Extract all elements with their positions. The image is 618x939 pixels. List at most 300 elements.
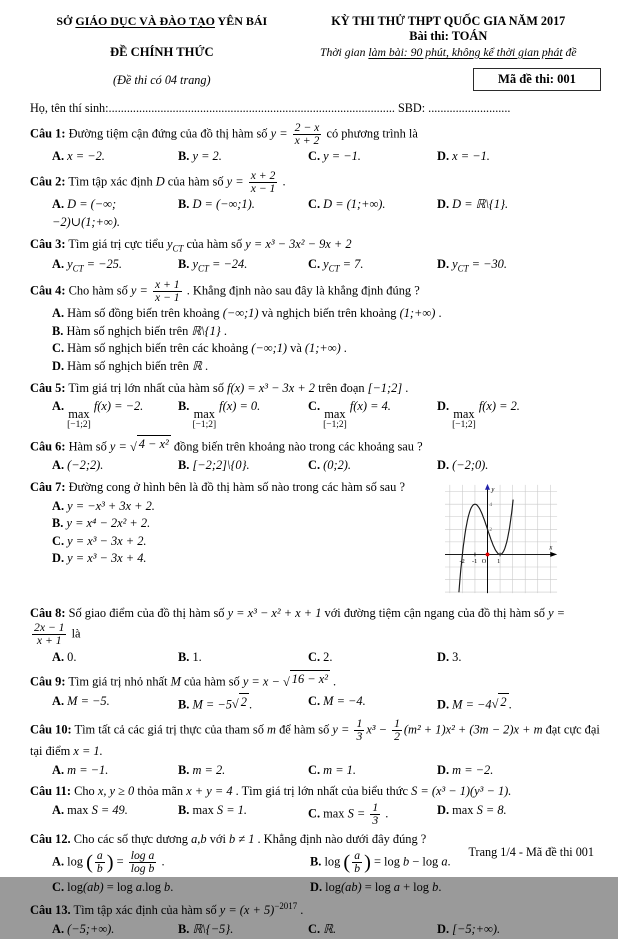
math-text: y = x³ − x² + x + 1 [227,605,322,620]
math-text: b ≠ 1 [229,832,255,847]
question-label: Câu 11: [30,784,71,799]
big-paren: ) [106,851,114,874]
pages-note: (Đề thi có 04 trang) [113,73,211,88]
department-title-pre: SỞ [56,14,76,28]
options [30,921,603,939]
duration-pre: Thời gian [319,45,369,59]
option-key: C. [308,399,321,414]
fraction-denominator: 3 [356,729,363,743]
math-text: y = −1. [323,149,361,164]
option-C [308,921,437,939]
superscript: −2017 [274,901,298,912]
option-C [308,693,437,711]
option-key: D. [310,879,323,894]
option-key: A. [52,458,65,473]
question-1 [30,122,603,166]
math-text: ℝ\{−5}. [192,921,234,936]
option-C: C. Hàm số nghịch biến trên các khoảng (−∞;1) và (1;+∞) . [52,341,347,356]
option-C [308,256,437,275]
option-A: A. log ( $\frac{a}{b}$ ) = $\frac{\text{log a}}{\text{log b}}$ . [52,849,165,876]
option-C: C. log(ab) = log a.log b. [52,879,174,894]
option-key: A. [52,693,65,708]
question-5 [30,380,603,432]
option-key: D. [52,551,65,566]
math-text: x = −1. [452,149,490,164]
subject-line: Bài thi: TOÁN [409,29,488,44]
option-key: B. [178,762,190,777]
option-A: A. 0. [52,649,77,664]
math-text: y [452,256,458,271]
math-text: ℝ. [323,921,337,936]
option-D: D. Hàm số nghịch biến trên ℝ . [52,359,209,374]
option-key: D. [437,649,450,664]
fraction [129,850,157,875]
question-stem: Câu 12. Cho các số thực dương a,b với b ≠ 1 . Khẳng định nào dưới đây đúng ? [30,832,427,847]
option-key: A. [52,854,65,869]
fraction-denominator: log b [130,862,155,876]
option-A [52,457,178,475]
math-text: y = [332,722,353,737]
fraction [352,850,362,875]
option-B [178,196,308,214]
option-key: D. [437,697,450,712]
fraction-denominator: x + 2 [294,133,320,147]
math-text: f(x) = x³ − 3x + 2 [227,380,315,395]
option-D [437,921,603,939]
max-understack [323,408,347,431]
exam-header [30,14,603,91]
math-text: y = [226,174,247,189]
math-text: ℝ [192,359,202,374]
question-stem: Câu 9: Tìm giá trị nhỏ nhất M của hàm số y = x − √ 16 − x² . [30,672,337,689]
math-text: f(x) = 2. [475,399,520,414]
exam-code-box [473,68,601,92]
square-root [130,435,171,454]
math-text: f(x) = 4. [346,399,391,414]
option-key: B. [178,649,190,664]
math-text: x = 1. [73,744,103,759]
option-D [437,457,603,475]
math-text: [−5;+∞). [452,921,501,936]
math-text: y = [548,605,566,620]
math-text: b [403,854,410,869]
math-text: D = (−∞;1). [192,197,255,212]
question-4 [30,279,603,376]
option-key: B. [178,399,190,414]
option-key: A. [52,256,65,271]
header-right-column [294,14,603,91]
math-text: y = [130,283,151,298]
option-B [178,457,308,475]
question-label: Câu 8: [30,605,66,620]
department-title [30,14,294,30]
duration-line [294,45,603,61]
svg-text:-1: -1 [472,558,478,566]
math-text: m = 2. [192,762,226,777]
math-text: (1;+∞) [399,306,436,321]
exam-code-label: Mã đề thi: 001 [497,71,576,86]
option-B: B. M = −5 √ 2 . [178,694,253,712]
svg-text:1: 1 [497,558,501,566]
option-key: A. [52,649,65,664]
math-text: a,b [191,832,207,847]
math-text: x³ − [366,722,391,737]
svg-text:O: O [481,558,487,566]
math-text: D = (1;+∞). [323,197,386,212]
question-label: Câu 10: [30,722,72,737]
option-key: C. [308,693,321,708]
options [30,802,603,827]
math-text: = −30. [468,256,507,271]
math-text: y = x³ − 3x² − 9x + 2 [245,236,352,251]
option-key: D. [437,197,450,212]
option-C: C. 2. [308,649,333,664]
question-stem: Câu 2: Tìm tập xác định D của hàm số y = $\frac{x + 2}{x - 1}$ . [30,168,286,196]
option-A [52,693,178,711]
question-8 [30,605,603,667]
math-text: a [441,854,448,869]
option-key: D. [437,256,450,271]
math-text: D = (−∞;−2)∪(1;+∞). [52,197,120,229]
options [30,305,603,375]
option-key: A. [52,197,65,212]
fraction-numerator: a [96,849,103,863]
question-stem: Câu 8: Số giao điểm của đồ thị hàm số y = x³ − x² + x + 1 với đường tiệm cận ngang của đồ thị hàm số y = $\frac{2x - 1}{x + 1}$ là [30,605,566,648]
fraction-numerator: 1 [394,716,400,730]
duration-underlined: làm bài: 90 phút, không kể thời gian phát [368,45,563,59]
option-B [178,762,308,780]
stack-bottom: [−1;2] [192,420,217,431]
stack-top: max [68,407,90,422]
sbd-label: SBD: [394,101,429,116]
option-key: D. [437,399,450,414]
option-key: C. [52,879,65,894]
math-text: m = 1. [323,762,356,777]
option-A [52,196,178,231]
option-A [52,762,178,780]
big-paren: ) [364,851,371,874]
option-D: D. M = −4 √ 2 . [437,694,512,712]
fraction [153,279,182,304]
math-text: = −25. [83,256,122,271]
math-text: M = −4 [452,697,492,712]
fraction-numerator: x + 2 [250,168,276,182]
exam-title: KỲ THI THỬ THPT QUỐC GIA NĂM 2017 [331,14,566,28]
big-paren: ( [343,851,351,874]
option-key: D. [437,921,450,936]
page-footer: Trang 1/4 - Mã đề thi 001 [468,844,594,859]
option-D [437,398,603,431]
option-D: D. max S = 8. [437,803,507,817]
option-key: C. [308,197,321,212]
options [30,256,603,275]
radical-sign: √ [231,697,239,712]
math-text: (−∞;1) [222,306,259,321]
math-text: y [166,236,173,251]
fraction-numerator: 1 [356,716,363,730]
option-B: B. max S = 1. [178,803,247,817]
option-key: D. [437,149,450,164]
math-text: m [267,722,276,737]
option-A [52,148,178,166]
option-B: B. log ( $\frac{a}{b}$ ) = log b − log a. [310,849,451,876]
svg-text:-2: -2 [459,558,465,566]
duration-post: đề [562,45,577,59]
math-text: M [170,674,181,689]
fraction [293,122,322,147]
question-label: Câu 7: [30,480,66,494]
fraction-denominator: x − 1 [250,182,276,196]
radicand: 2 [498,693,508,712]
max-understack [452,408,476,431]
function-graph-svg [443,481,561,595]
option-D [437,762,603,780]
question-11 [30,783,603,827]
option-key: A. [52,149,65,164]
math-text: S = (x³ − 1)(y³ − 1). [411,784,512,799]
radicand: 4 − x² [137,435,171,454]
fraction-denominator: 2 [394,729,400,743]
option-key: C. [52,533,65,548]
option-key: C. [308,806,321,821]
option-key: B. [178,197,190,212]
question-stem: Câu 10: Tìm tất cả các giá trị thực của tham số m để hàm số y = $\frac{1}{3}$ x³ − $\frac{1}{2}$ (m² + 1)x² + (3m − 2)x + m đạt cực đại tại điểm x = 1. [30,716,600,759]
svg-text:x: x [549,544,553,552]
option-key: C. [308,762,321,777]
math-text: b [432,879,439,894]
fraction-denominator: b [354,862,361,876]
option-key: B. [178,256,190,271]
stack-bottom: [−1;2] [452,420,476,431]
option-key: B. [310,854,322,869]
question-stem: Câu 3: Tìm giá trị cực tiểu $y_{CT}$ của hàm số y = x³ − 3x² − 9x + 2 [30,236,352,253]
option-D [437,196,603,214]
math-text: m = −2. [452,762,494,777]
question-label: Câu 3: [30,236,66,251]
math-text: M = −5. [67,693,110,708]
option-key: B. [178,458,190,473]
department-title-post: YÊN BÁI [214,14,268,28]
math-text: a [393,879,400,894]
student-name-dots: .............................................................................................. [108,101,395,116]
math-text: f(x) = −2. [90,399,144,414]
math-text: y = x − [242,674,283,689]
subscript: CT [72,263,84,274]
option-D [437,148,603,166]
option-C [52,533,443,551]
math-text: M = −4. [323,693,366,708]
fraction [95,850,105,875]
radicand: 2 [239,693,249,712]
option-B [52,515,443,533]
svg-text:2: 2 [489,527,493,534]
option-B [178,921,308,939]
stack-bottom: [−1;2] [67,420,91,431]
stack-top: max [193,407,215,422]
math-text: [−1;2] [367,380,403,395]
option-key: A. [52,498,65,513]
square-root [232,693,249,712]
stack-top: max [453,407,475,422]
square-root [283,670,330,689]
option-A [52,498,443,516]
option-A [52,921,178,939]
math-text: (1;+∞) [304,341,341,356]
question-label: Câu 6: [30,439,66,454]
fraction [32,622,66,647]
radical-sign: √ [282,674,290,689]
option-C [308,196,437,214]
math-text: [−2;2]\{0}. [192,458,250,473]
math-text: (−2;0). [452,458,489,473]
math-text: S = 49. [91,803,128,817]
math-text: y = −x³ + 3x + 2. [67,498,155,513]
fraction [392,718,402,743]
option-B: B. 1. [178,649,202,664]
fraction-denominator: 3 [372,814,379,828]
option-D: D. log(ab) = log a + log b. [310,879,442,894]
official-exam-label: ĐỀ CHÍNH THỨC [110,44,214,59]
question-label: Câu 1: [30,126,66,141]
fraction-numerator: 2x − 1 [34,621,65,635]
option-key: D. [437,458,450,473]
math-text: (−2;2). [67,458,104,473]
fraction-numerator: a [354,849,361,863]
option-B: B. Hàm số nghịch biến trên ℝ\{1} . [52,323,227,338]
question-stem: Câu 13. Tìm tập xác định của hàm số $y = (x + 5)^{-2017}$ . [30,901,304,918]
math-text: y [323,256,329,271]
big-paren: ( [86,851,93,874]
math-text: f(x) = 0. [216,399,261,414]
question-label: Câu 9: [30,674,66,689]
option-D [52,550,443,568]
option-B [178,148,308,166]
option-key: C. [308,921,321,936]
option-key: B. [178,921,190,936]
math-text: D [155,174,165,189]
math-text: y = x⁴ − 2x² + 2. [66,516,151,531]
radical-sign: √ [129,439,137,454]
fraction-numerator: log a [130,849,155,863]
option-C [308,398,437,431]
math-text: (ab) [341,879,362,894]
option-C [308,762,437,780]
math-text: S = 1. [216,803,247,817]
option-key: B. [52,516,64,531]
math-text: = 7. [339,256,364,271]
department-title-underlined: GIÁO DỤC VÀ ĐÀO TẠO [75,14,215,28]
question-stem: Câu 6: Hàm số y = √ 4 − x² đồng biến trên khoảng nào trong các khoảng sau ? [30,437,423,454]
option-key: A. [52,762,65,777]
math-text: D = ℝ\{1}. [452,197,509,212]
fraction-denominator: b [96,862,103,876]
math-text: x = −2. [67,149,105,164]
max-understack [67,408,91,431]
math-text: b [164,879,171,894]
option-key: D. [437,762,450,777]
option-key: A. [52,306,65,321]
option-key: C. [52,341,65,356]
options [30,398,603,431]
fraction-numerator: x + 1 [154,277,180,291]
option-A [52,398,178,431]
question-stem: Câu 11: Cho x, y ≥ 0 thỏa mãn x + y = 4 . Tìm giá trị lớn nhất của biểu thức S = (x³ − 1)(y³ − 1). [30,784,512,799]
question-7 [30,479,603,601]
questions-container [30,122,603,939]
math-text: M = −5 [192,697,232,712]
question-3 [30,236,603,275]
question-label: Câu 2: [30,174,66,189]
option-A [52,256,178,275]
math-text: (m² + 1)x² + (3m − 2)x + m [403,722,543,737]
math-text: a [135,879,142,894]
question-label: Câu 13. [30,903,71,918]
option-key: C. [308,149,321,164]
math-text: x + y = 4 [186,784,233,799]
option-key: C. [308,458,321,473]
options [30,693,603,714]
option-key: A. [52,921,65,936]
question-main [30,479,443,568]
option-key: B. [178,803,190,817]
option-key: C. [308,649,321,664]
max-understack [192,408,216,431]
question-2 [30,170,603,232]
fraction-denominator: x − 1 [154,291,180,304]
option-C [308,457,437,475]
option-key: C. [308,256,321,271]
option-C: C. max S = $\frac{1}{3}$ . [308,801,389,828]
option-A: A. max S = 49. [52,803,128,817]
option-key: D. [437,803,450,817]
option-B [178,256,308,275]
math-text: y = 2. [192,149,222,164]
fraction-denominator: x + 1 [36,634,62,648]
option-key: B. [52,323,64,338]
question-stem: Câu 5: Tìm giá trị lớn nhất của hàm số f(x) = x³ − 3x + 2 trên đoạn [−1;2] . [30,380,409,395]
question-label: Câu 5: [30,380,66,395]
math-text: S = [347,806,369,821]
math-text: y = x³ − 3x + 4. [67,551,147,566]
options [30,196,603,231]
options [30,457,603,475]
subscript: CT [457,263,469,274]
math-text: y = (x + 5) [219,903,275,918]
subscript: CT [328,263,340,274]
math-text: S = 8. [476,803,507,817]
math-text: ℝ\{1} [191,323,221,338]
option-D: D. 3. [437,649,462,664]
fraction [354,718,364,743]
question-stem: Câu 1: Đường tiệm cận đứng của đồ thị hàm số y = $\frac{2 - x}{x + 2}$ có phương trình là [30,120,418,147]
question-label: Câu 12. [30,832,71,847]
question-13 [30,900,603,938]
question-10 [30,718,603,780]
option-A: A. Hàm số đồng biến trên khoảng (−∞;1) và nghịch biến trên khoảng (1;+∞) . [52,306,442,321]
svg-text:y: y [491,486,495,494]
option-B [178,398,308,431]
question-6 [30,435,603,475]
header-left-column [30,14,294,91]
math-text: (ab) [83,879,104,894]
stack-bottom: [−1;2] [323,420,347,431]
math-text: y [192,256,198,271]
options [30,498,443,568]
option-key: B. [178,149,190,164]
option-D [437,256,603,275]
student-name-label: Họ, tên thí sinh: [30,101,109,116]
option-C [308,148,437,166]
